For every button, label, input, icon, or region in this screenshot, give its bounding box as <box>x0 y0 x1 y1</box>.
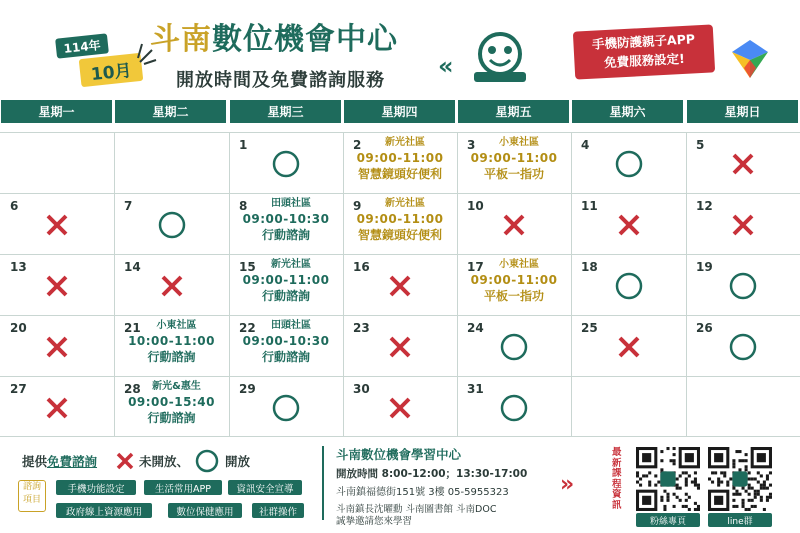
calendar-day-cell <box>457 132 571 193</box>
day-number: 20 <box>10 321 27 335</box>
day-number: 14 <box>124 260 141 274</box>
closed-x-icon <box>731 152 755 176</box>
event-location: 小東社區 <box>499 137 539 148</box>
day-number: 13 <box>10 260 27 274</box>
family-link-logo-icon <box>730 38 770 80</box>
legend-open-label: 開放 <box>225 454 251 469</box>
legend-prefix: 提供 <box>22 454 48 469</box>
closed-x-icon <box>45 274 69 298</box>
page-subtitle: 開放時間及免費諮詢服務 <box>176 70 385 91</box>
event-location: 田頭社區 <box>271 320 311 331</box>
center-address: 斗南鎮福德街151號 3樓 05-5955323 <box>336 487 509 498</box>
event-title: 平板一指功 <box>483 167 544 181</box>
day-number: 6 <box>10 199 19 213</box>
year-badge: 114年 <box>55 33 109 58</box>
closed-x-icon <box>388 335 412 359</box>
day-number: 26 <box>696 321 713 335</box>
calendar-day-cell <box>229 315 343 376</box>
service-tag: 手機功能設定 <box>56 480 136 495</box>
day-number: 1 <box>239 138 248 152</box>
service-tag: 資訊安全宣導 <box>228 480 302 495</box>
event-info <box>229 197 343 243</box>
day-number: 9 <box>353 199 362 213</box>
calendar-day-cell <box>114 376 229 437</box>
calendar-day-cell <box>114 315 229 376</box>
day-number: 11 <box>581 199 598 213</box>
event-info <box>457 136 571 182</box>
fanpage-qr-code[interactable] <box>636 447 700 511</box>
calendar-day-cell <box>686 376 800 437</box>
latest-course-info-label: 最新課程資訊 <box>612 447 622 511</box>
day-number: 18 <box>581 260 598 274</box>
event-title: 行動諮詢 <box>261 228 310 242</box>
weekday-0: 星期一 <box>1 100 112 123</box>
open-circle-icon <box>158 211 186 239</box>
calendar-day-cell <box>229 376 343 437</box>
calendar-day-cell <box>457 254 571 315</box>
event-title: 行動諮詢 <box>261 289 310 303</box>
day-number: 29 <box>239 382 256 396</box>
calendar-day-cell <box>114 193 229 254</box>
weekday-3: 星期四 <box>344 100 455 123</box>
day-number: 12 <box>696 199 713 213</box>
calendar-day-cell <box>229 254 343 315</box>
center-hours: 開放時間 8:00-12:00；13:30-17:00 <box>336 468 528 480</box>
services-label: 諮詢項目 <box>18 480 46 512</box>
day-number: 17 <box>467 260 484 274</box>
calendar-day-cell <box>0 315 114 376</box>
closed-x-icon <box>45 335 69 359</box>
event-title: 行動諮詢 <box>147 350 196 364</box>
calendar-day-cell <box>686 193 800 254</box>
day-number: 16 <box>353 260 370 274</box>
day-number: 23 <box>353 321 370 335</box>
event-info <box>229 258 343 304</box>
day-number: 22 <box>239 321 256 335</box>
open-circle-icon <box>729 333 757 361</box>
closed-x-icon <box>388 274 412 298</box>
calendar-day-cell <box>571 193 686 254</box>
event-time: 09:00-11:00 <box>356 212 444 226</box>
closed-x-icon <box>388 396 412 420</box>
event-info <box>343 136 457 182</box>
calendar-day-cell <box>343 315 457 376</box>
closed-x-icon <box>502 213 526 237</box>
center-invite: 誠摯邀請您來學習 <box>336 516 413 527</box>
day-number: 28 <box>124 382 141 396</box>
day-number: 8 <box>239 199 248 213</box>
event-title: 智慧鏡頭好便利 <box>357 167 442 181</box>
closed-x-icon <box>115 451 135 471</box>
event-title: 智慧鏡頭好便利 <box>357 228 442 242</box>
calendar-day-cell <box>0 132 114 193</box>
promo-line2: 免費服務設定! <box>603 50 686 71</box>
calendar-day-cell <box>571 254 686 315</box>
closed-x-icon <box>731 213 755 237</box>
calendar-day-cell <box>343 254 457 315</box>
event-time: 09:00-11:00 <box>356 151 444 165</box>
weekday-6: 星期日 <box>687 100 798 123</box>
month-badge: 10月 <box>79 53 144 87</box>
event-title: 行動諮詢 <box>261 350 310 364</box>
open-circle-icon <box>500 333 528 361</box>
event-info <box>229 319 343 365</box>
event-title: 平板一指功 <box>483 289 544 303</box>
qr-caption: 粉絲專頁 <box>636 513 700 527</box>
event-time: 10:00-11:00 <box>128 334 215 348</box>
weekday-5: 星期六 <box>572 100 683 123</box>
calendar-day-cell <box>686 254 800 315</box>
event-time: 09:00-10:30 <box>242 334 330 348</box>
day-number: 7 <box>124 199 133 213</box>
calendar-day-cell <box>686 315 800 376</box>
calendar-grid <box>0 132 800 436</box>
calendar-day-cell <box>571 315 686 376</box>
calendar-day-cell <box>571 132 686 193</box>
event-location: 新光社區 <box>271 259 311 270</box>
divider <box>322 446 324 520</box>
event-location: 新光社區 <box>385 137 425 148</box>
calendar-day-cell <box>0 193 114 254</box>
day-number: 25 <box>581 321 598 335</box>
qr-caption: line群 <box>708 513 772 527</box>
calendar-day-cell <box>343 376 457 437</box>
center-sponsors: 斗南鎮長沈曜勳 斗南圖書館 斗南DOC <box>336 504 497 515</box>
calendar-day-cell <box>114 254 229 315</box>
event-title: 行動諮詢 <box>147 411 196 425</box>
line-qr-code[interactable] <box>708 447 772 511</box>
promo-banner <box>573 24 715 79</box>
calendar-day-cell <box>343 193 457 254</box>
brand-title-part1: 斗南 <box>150 22 212 57</box>
legend <box>22 449 250 473</box>
closed-x-icon <box>160 274 184 298</box>
event-location: 小東社區 <box>156 320 197 331</box>
event-info <box>114 319 229 365</box>
service-tag: 社群操作 <box>252 503 304 518</box>
open-circle-icon <box>195 449 219 473</box>
closed-x-icon <box>45 396 69 420</box>
day-number: 5 <box>696 138 705 152</box>
closed-x-icon <box>45 213 69 237</box>
open-circle-icon <box>729 272 757 300</box>
day-number: 10 <box>467 199 484 213</box>
weekday-1: 星期二 <box>115 100 226 123</box>
calendar-day-cell <box>457 315 571 376</box>
brand-title <box>150 14 398 58</box>
weekday-2: 星期三 <box>230 100 341 123</box>
open-circle-icon <box>500 394 528 422</box>
calendar-day-cell <box>229 193 343 254</box>
open-circle-icon <box>615 272 643 300</box>
event-time: 09:00-11:00 <box>470 273 558 287</box>
calendar-day-cell <box>114 132 229 193</box>
open-circle-icon <box>615 150 643 178</box>
day-number: 3 <box>467 138 476 152</box>
event-time: 09:00-11:00 <box>242 273 330 287</box>
brand-title-part2: 數位機會中心 <box>212 22 398 57</box>
day-number: 27 <box>10 382 27 396</box>
event-time: 09:00-11:00 <box>470 151 558 165</box>
legend-closed-label: 未開放、 <box>139 454 190 469</box>
legend-free-consult: 免費諮詢 <box>47 454 98 469</box>
promo-line1: 手機防護親子APP <box>591 31 696 52</box>
event-location: 田頭社區 <box>271 198 311 209</box>
weekday-4: 星期五 <box>458 100 569 123</box>
calendar-day-cell <box>686 132 800 193</box>
closed-x-icon <box>617 213 641 237</box>
open-circle-icon <box>272 394 300 422</box>
day-number: 4 <box>581 138 590 152</box>
service-tag: 生活常用APP <box>144 480 222 495</box>
event-location: 新光社區 <box>385 198 425 209</box>
center-name: 斗南數位機會學習中心 <box>336 447 462 462</box>
day-number: 30 <box>353 382 370 396</box>
calendar-day-cell <box>0 376 114 437</box>
robot-mascot-icon <box>472 30 528 86</box>
event-info <box>343 197 457 243</box>
event-info <box>457 258 571 304</box>
closed-x-icon <box>617 335 641 359</box>
calendar-day-cell <box>571 376 686 437</box>
day-number: 15 <box>239 260 256 274</box>
event-info <box>114 380 229 426</box>
calendar-day-cell <box>0 254 114 315</box>
day-number: 19 <box>696 260 713 274</box>
event-time: 09:00-10:30 <box>242 212 330 226</box>
day-number: 21 <box>124 321 141 335</box>
service-tag: 政府線上資源應用 <box>56 503 152 518</box>
calendar-day-cell <box>343 132 457 193</box>
double-chevron-right-icon: » <box>560 472 575 497</box>
calendar-day-cell <box>229 132 343 193</box>
event-location: 新光&惠生 <box>152 381 201 392</box>
event-location: 小東社區 <box>499 259 539 270</box>
day-number: 24 <box>467 321 484 335</box>
calendar-day-cell <box>457 193 571 254</box>
double-chevron-left-icon: « <box>438 52 454 80</box>
event-time: 09:00-15:40 <box>128 395 215 409</box>
service-tag: 數位保健應用 <box>168 503 242 518</box>
day-number: 2 <box>353 138 362 152</box>
open-circle-icon <box>272 150 300 178</box>
day-number: 31 <box>467 382 484 396</box>
calendar-day-cell <box>457 376 571 437</box>
